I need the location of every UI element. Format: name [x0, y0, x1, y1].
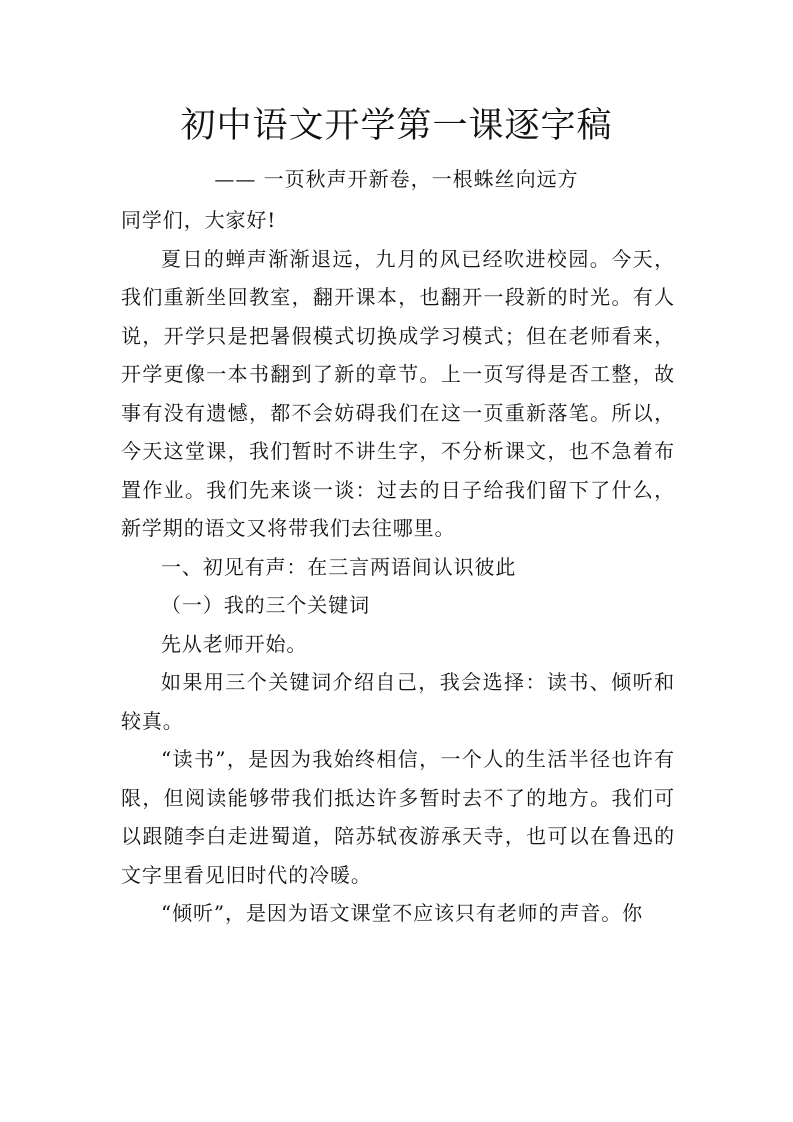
subsection-heading: （一）我的三个关键词 — [161, 593, 370, 617]
document-body — [121, 201, 675, 933]
body-paragraph: 先从老师开始。 — [161, 631, 308, 656]
document-subtitle: —— 一页秋声开新卷，一根蛛丝向远方 — [214, 167, 579, 191]
body-paragraph: 如果用三个关键词介绍自己，我会选择：读书、倾听和较真。 — [121, 670, 675, 733]
document-title: 初中语文开学第一课逐字稿 — [180, 106, 613, 146]
greeting-paragraph: 同学们，大家好! — [121, 208, 277, 232]
body-paragraph: “读书”，是因为我始终相信，一个人的生活半径也许有限，但阅读能够带我们抵达许多暂时去不了的地方。我们可以跟随李白走进蜀道，陪苏轼夜游承天寺，也可以在鲁迅的文字里看见旧时代的冷暖。 — [121, 747, 675, 887]
section-heading: 一、初见有声：在三言两语间认识彼此 — [161, 554, 517, 579]
intro-paragraph: 夏日的蝉声渐渐退远，九月的风已经吹进校园。今天，我们重新坐回教室，翻开课本，也翻开一段新的时光。有人说，开学只是把暑假模式切换成学习模式；但在老师看来，开学更像一本书翻到了新的章节。上一页写得是否工整，故事有没有遗憾，都不会妨碍我们在这一页重新落笔。所以，今天这堂课，我们暂时不讲生字，不分析课文，也不急着布置作业。我们先来谈一谈：过去的日子给我们留下了什么，新学期的语文又将带我们去往哪里。 — [121, 246, 675, 540]
body-paragraph: “倾听”，是因为语文课堂不应该只有老师的声音。你 — [161, 901, 644, 925]
